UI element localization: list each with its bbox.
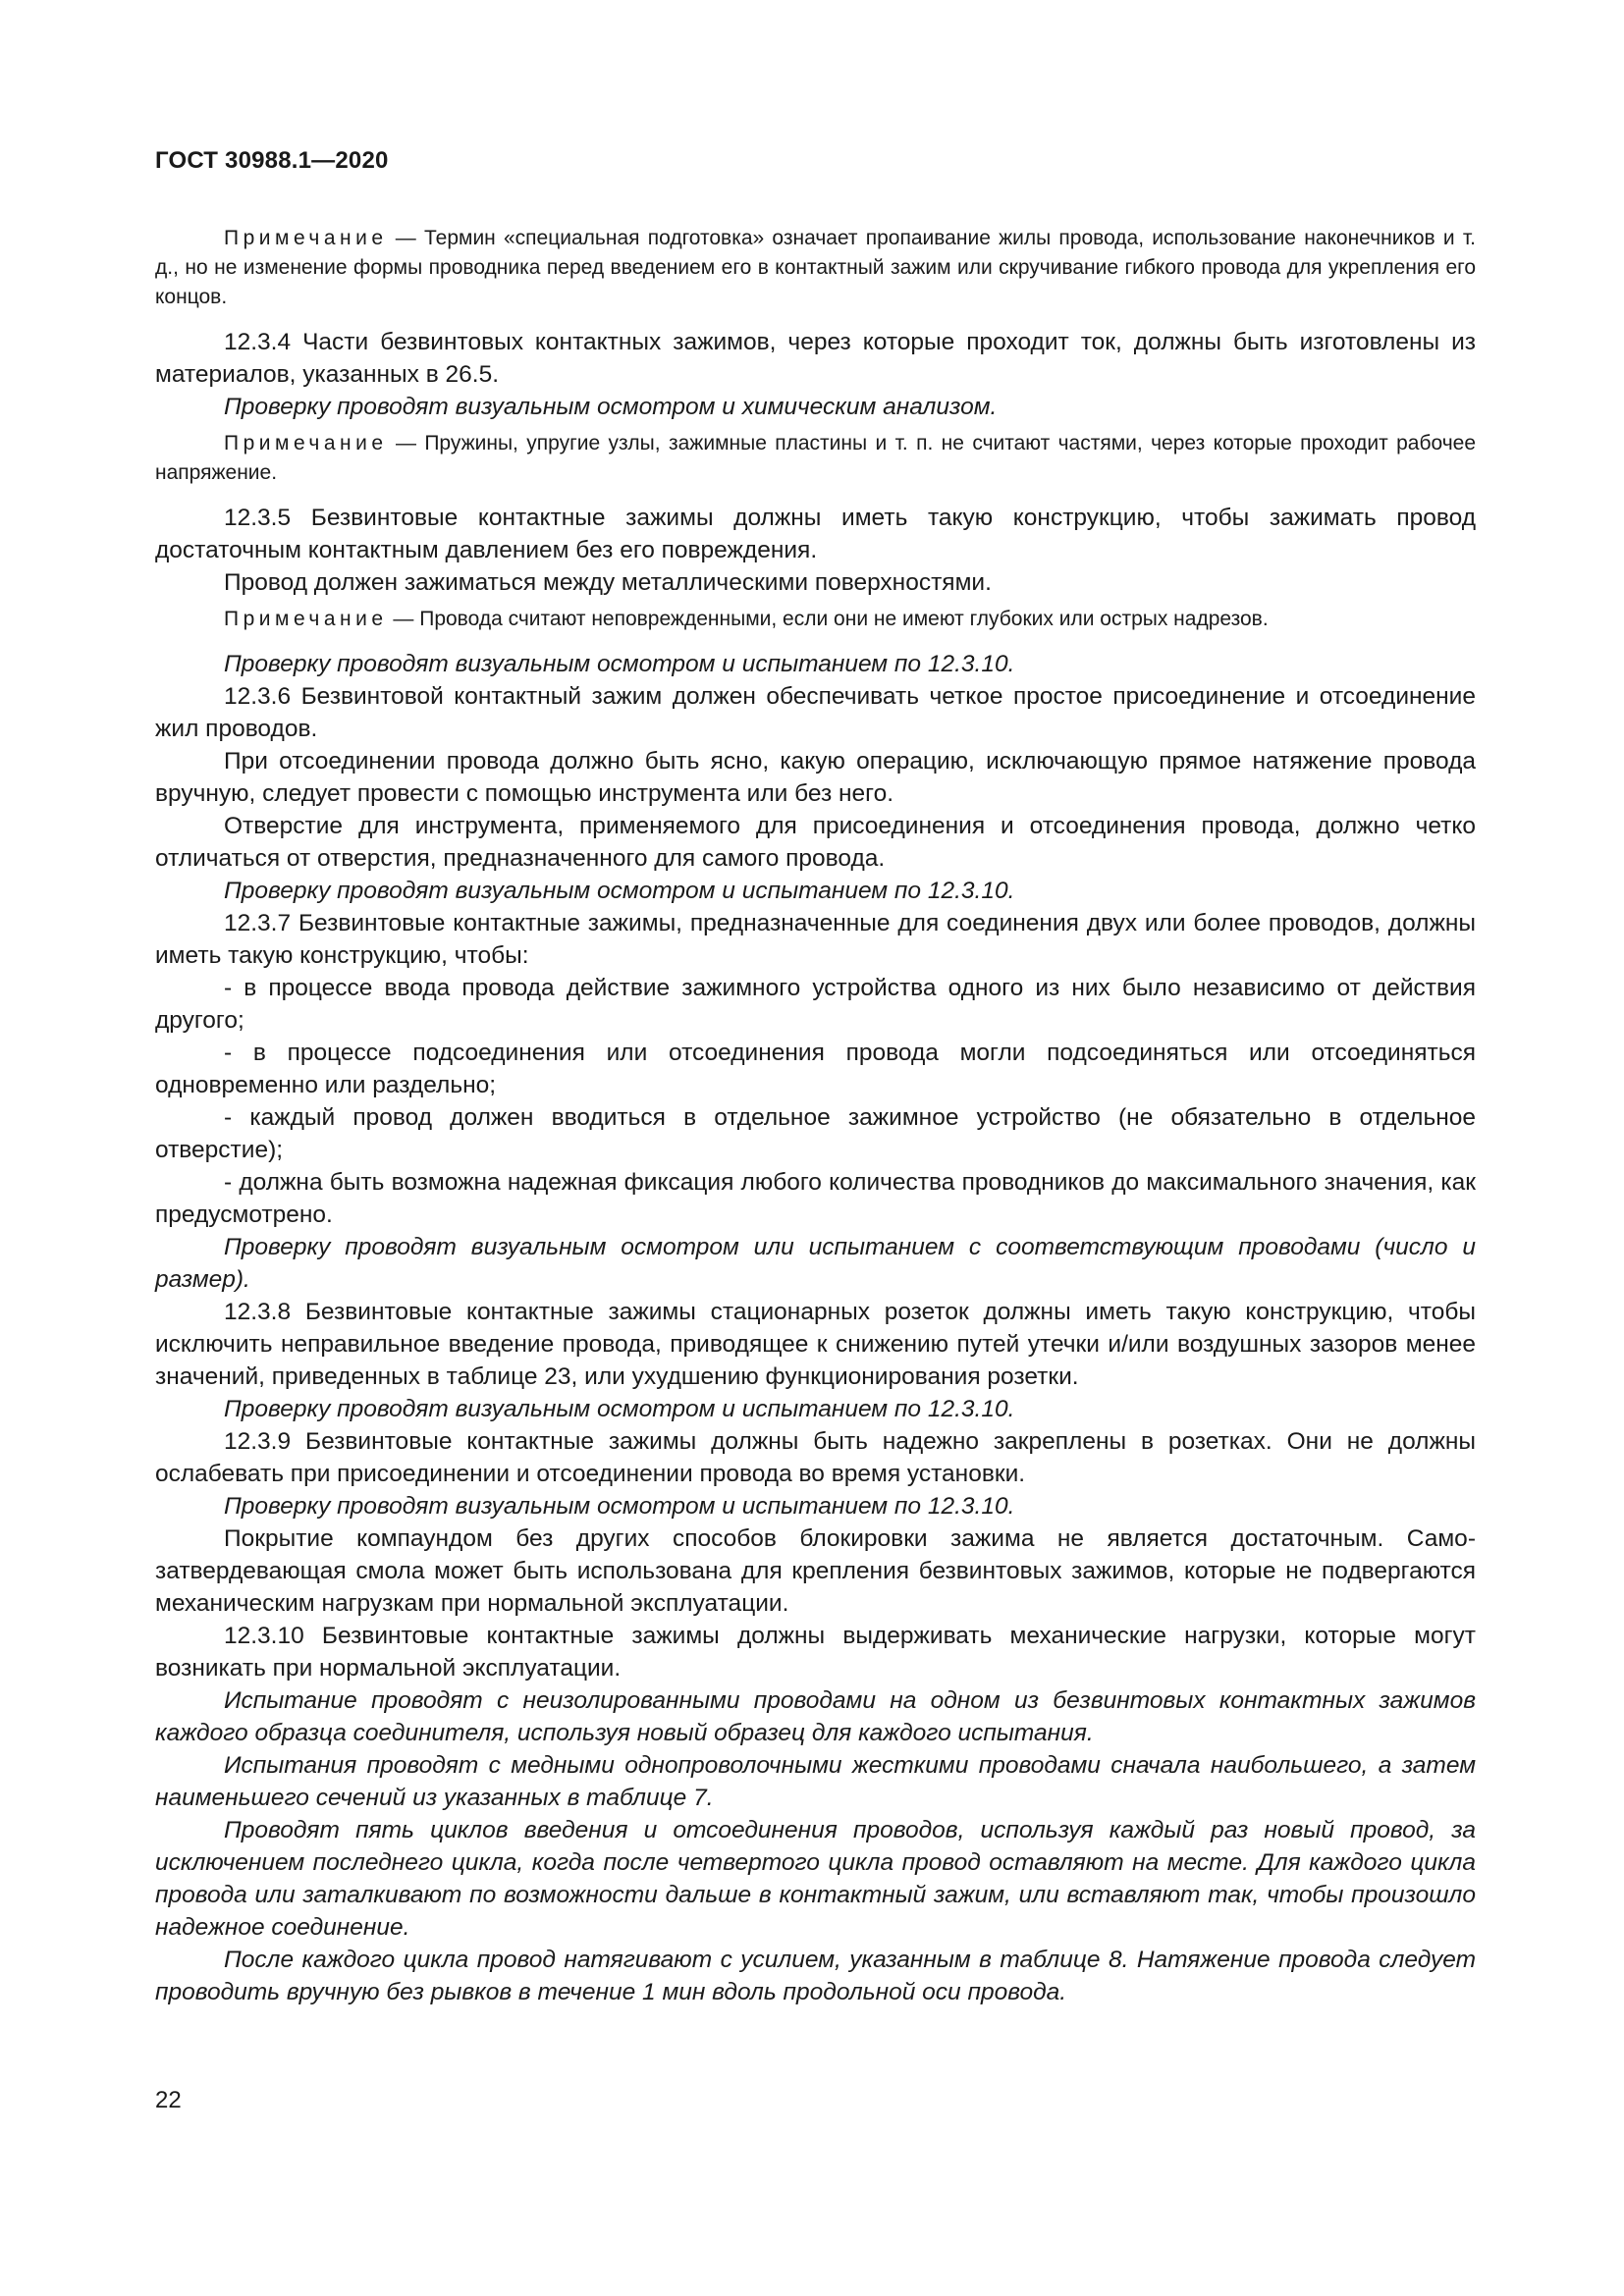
note-label: Примечание bbox=[224, 432, 388, 454]
body-paragraph: - в процессе подсоединения или отсоединения провода могли подсоединяться или отсоединяться одновременно или раздельно; bbox=[155, 1040, 1476, 1098]
verification-paragraph: Испытания проводят с медными однопроволочными жесткими проводами сначала наибольшего, а затем наименьшего сечений из указанных в таблице 7. bbox=[155, 1752, 1476, 1811]
verification-paragraph: Проверку проводят визуальным осмотром и испытанием по 12.3.10. bbox=[224, 651, 1015, 677]
body-paragraph: При отсоединении провода должно быть ясно, какую операцию, исключающую прямое натяжение провода вручную, следует провести с помощью инструмента или без него. bbox=[155, 748, 1476, 807]
body-paragraph: 12.3.8 Безвинтовые контактные зажимы стационарных розеток должны иметь такую конструкцию, чтобы исключить неправильное введение провода, приводящее к снижению путей утечки и/или воздушных зазоров менее значений, приведенных в таблице 23, или ухудшению функционирования розетки. bbox=[155, 1299, 1476, 1390]
verification-paragraph: Проверку проводят визуальным осмотром или испытанием с соответствующим проводами (число и размер). bbox=[155, 1234, 1476, 1293]
body-paragraph: Покрытие компаундом без других способов блокировки зажима не является достаточным. Самозатвердевающая смола может быть использована для крепления безвинтовых зажимов, которые не подвергаются механическим нагрузкам при нормальной эксплуатации. bbox=[155, 1525, 1476, 1617]
body-paragraph: - каждый провод должен вводиться в отдельное зажимное устройство (не обязательно в отдельное отверстие); bbox=[155, 1104, 1476, 1163]
verification-paragraph: Проверку проводят визуальным осмотром и испытанием по 12.3.10. bbox=[224, 1493, 1015, 1520]
note-label: Примечание bbox=[224, 227, 388, 249]
note-paragraph bbox=[155, 429, 1476, 488]
verification-paragraph: Проверку проводят визуальным осмотром и химическим анализом. bbox=[224, 394, 998, 420]
verification-paragraph: Проверку проводят визуальным осмотром и испытанием по 12.3.10. bbox=[224, 1396, 1015, 1422]
body-paragraph: Отверстие для инструмента, применяемого для присоединения и отсоединения провода, должно четко отличаться от отверстия, предназначенного для самого провода. bbox=[155, 813, 1476, 872]
document-body bbox=[155, 218, 1476, 2008]
body-paragraph: 12.3.6 Безвинтовой контактный зажим должен обеспечивать четкое простое присоединение и отсоединение жил проводов. bbox=[155, 683, 1476, 742]
note-text: — Термин «специальная подготовка» означает пропаивание жилы провода, использование наконечников и т. д., но не изменение формы проводника перед введением его в контактный зажим или скручивание гибкого провода для укрепления его концов. bbox=[155, 227, 1476, 308]
body-paragraph: 12.3.7 Безвинтовые контактные зажимы, предназначенные для соединения двух или более проводов, должны иметь такую конструкцию, чтобы: bbox=[155, 910, 1476, 969]
body-paragraph: 12.3.5 Безвинтовые контактные зажимы должны иметь такую конструкцию, чтобы зажимать провод достаточным контактным давлением без его повреждения. bbox=[155, 505, 1476, 563]
page-number: 22 bbox=[155, 2087, 182, 2113]
body-paragraph: 12.3.4 Части безвинтовых контактных зажимов, через которые проходит ток, должны быть изготовлены из материалов, указанных в 26.5. bbox=[155, 329, 1476, 388]
note-paragraph bbox=[155, 605, 1476, 634]
document-code: ГОСТ 30988.1—2020 bbox=[155, 147, 389, 174]
body-paragraph: Провод должен зажиматься между металлическими поверхностями. bbox=[224, 569, 992, 596]
body-paragraph: 12.3.10 Безвинтовые контактные зажимы должны выдерживать механические нагрузки, которые могут возникать при нормальной эксплуатации. bbox=[155, 1623, 1476, 1682]
note-text: — Провода считают неповрежденными, если они не имеют глубоких или острых надрезов. bbox=[387, 608, 1269, 630]
verification-paragraph: После каждого цикла провод натягивают с усилием, указанным в таблице 8. Натяжение провода следует проводить вручную без рывков в течение 1 мин вдоль продольной оси провода. bbox=[155, 1947, 1476, 2005]
note-text: — Пружины, упругие узлы, зажимные пластины и т. п. не считают частями, через которые проходит рабочее напряжение. bbox=[155, 432, 1476, 484]
body-paragraph: - должна быть возможна надежная фиксация любого количества проводников до максимального значения, как предусмотрено. bbox=[155, 1169, 1476, 1228]
verification-paragraph: Проводят пять циклов введения и отсоединения проводов, используя каждый раз новый провод, за исключением последнего цикла, когда после четвертого цикла провод оставляют на месте. Для каждого цикла провода или заталкивают по возможности дальше в контактный зажим, или вставляют так, чтобы произошло надежное соединение. bbox=[155, 1817, 1476, 1941]
note-paragraph bbox=[155, 224, 1476, 312]
body-paragraph: 12.3.9 Безвинтовые контактные зажимы должны быть надежно закреплены в розетках. Они не должны ослабевать при присоединении и отсоединении провода во время установки. bbox=[155, 1428, 1476, 1487]
verification-paragraph: Испытание проводят с неизолированными проводами на одном из безвинтовых контактных зажимов каждого образца соединителя, используя новый образец для каждого испытания. bbox=[155, 1687, 1476, 1746]
body-paragraph: - в процессе ввода провода действие зажимного устройства одного из них было независимо от действия другого; bbox=[155, 975, 1476, 1034]
note-label: Примечание bbox=[224, 608, 388, 630]
verification-paragraph: Проверку проводят визуальным осмотром и испытанием по 12.3.10. bbox=[224, 878, 1015, 904]
